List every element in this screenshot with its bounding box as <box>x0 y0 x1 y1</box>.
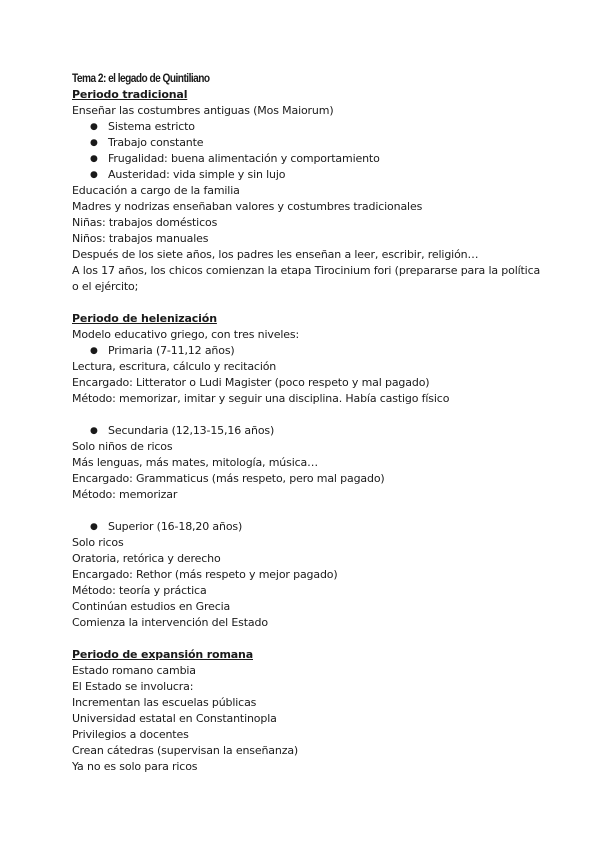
text-line: Continúan estudios en Grecia <box>72 600 231 613</box>
text-line: Más lenguas, más mates, mitología, música… <box>72 456 318 469</box>
text-line: Niños: trabajos manuales <box>72 232 209 245</box>
bullet-item: ● Primaria (7-11,12 años) <box>90 344 235 357</box>
text-line: Lectura, escritura, cálculo y recitación <box>72 360 277 373</box>
bullet-dot-icon: ● <box>90 522 98 532</box>
text-line: Encargado: Litterator o Ludi Magister (poco respeto y mal pagado) <box>72 376 430 389</box>
text-line: Crean cátedras (supervisan la enseñanza) <box>72 744 299 757</box>
section-heading-helenizacion: Periodo de helenización <box>72 312 217 325</box>
bullet-item: ● Superior (16-18,20 años) <box>90 520 243 533</box>
bullet-dot-icon: ● <box>90 154 98 164</box>
bullet-dot-icon: ● <box>90 170 98 180</box>
section-heading-expansion: Periodo de expansión romana <box>72 648 253 661</box>
text-paragraph: A los 17 años, los chicos comienzan la etapa Tirocinium fori (prepararse para la política o el ejército; <box>72 264 541 293</box>
text-line: Método: teoría y práctica <box>72 584 207 597</box>
text-line: Después de los siete años, los padres les enseñan a leer, escribir, religión… <box>72 248 479 261</box>
text-line: Universidad estatal en Constantinopla <box>72 712 277 725</box>
text-line: Madres y nodrizas enseñaban valores y costumbres tradicionales <box>72 200 423 213</box>
text-line: Niñas: trabajos domésticos <box>72 216 218 229</box>
bullet-dot-icon: ● <box>90 138 98 148</box>
text-line: Método: memorizar <box>72 488 178 501</box>
text-line: Método: memorizar, imitar y seguir una disciplina. Había castigo físico <box>72 392 450 405</box>
bullet-item: ● Austeridad: vida simple y sin lujo <box>90 168 286 181</box>
text-line: Encargado: Rethor (más respeto y mejor pagado) <box>72 568 338 581</box>
text-line: Educación a cargo de la familia <box>72 184 240 197</box>
bullet-dot-icon: ● <box>90 346 98 356</box>
text-line: Modelo educativo griego, con tres niveles: <box>72 328 300 341</box>
text-line: El Estado se involucra: <box>72 680 194 693</box>
text-line: Solo ricos <box>72 536 124 549</box>
text-line: Incrementan las escuelas públicas <box>72 696 257 709</box>
text-line: Solo niños de ricos <box>72 440 173 453</box>
text-line: Oratoria, retórica y derecho <box>72 552 221 565</box>
bullet-item: ● Trabajo constante <box>90 136 204 149</box>
bullet-dot-icon: ● <box>90 122 98 132</box>
bullet-item: ● Frugalidad: buena alimentación y comportamiento <box>90 152 380 165</box>
text-line: Comienza la intervención del Estado <box>72 616 268 629</box>
document-body <box>72 71 542 775</box>
bullet-item: ● Sistema estricto <box>90 120 195 133</box>
bullet-item: ● Secundaria (12,13-15,16 años) <box>90 424 275 437</box>
section-heading-tradicional: Periodo tradicional <box>72 88 188 101</box>
text-line: Ya no es solo para ricos <box>72 760 198 773</box>
text-line: Estado romano cambia <box>72 664 196 677</box>
bullet-dot-icon: ● <box>90 426 98 436</box>
document-title: Tema 2: el legado de Quintiliano <box>72 73 210 85</box>
text-line: Encargado: Grammaticus (más respeto, pero mal pagado) <box>72 472 385 485</box>
text-line: Enseñar las costumbres antiguas (Mos Maiorum) <box>72 104 334 117</box>
text-line: Privilegios a docentes <box>72 728 189 741</box>
